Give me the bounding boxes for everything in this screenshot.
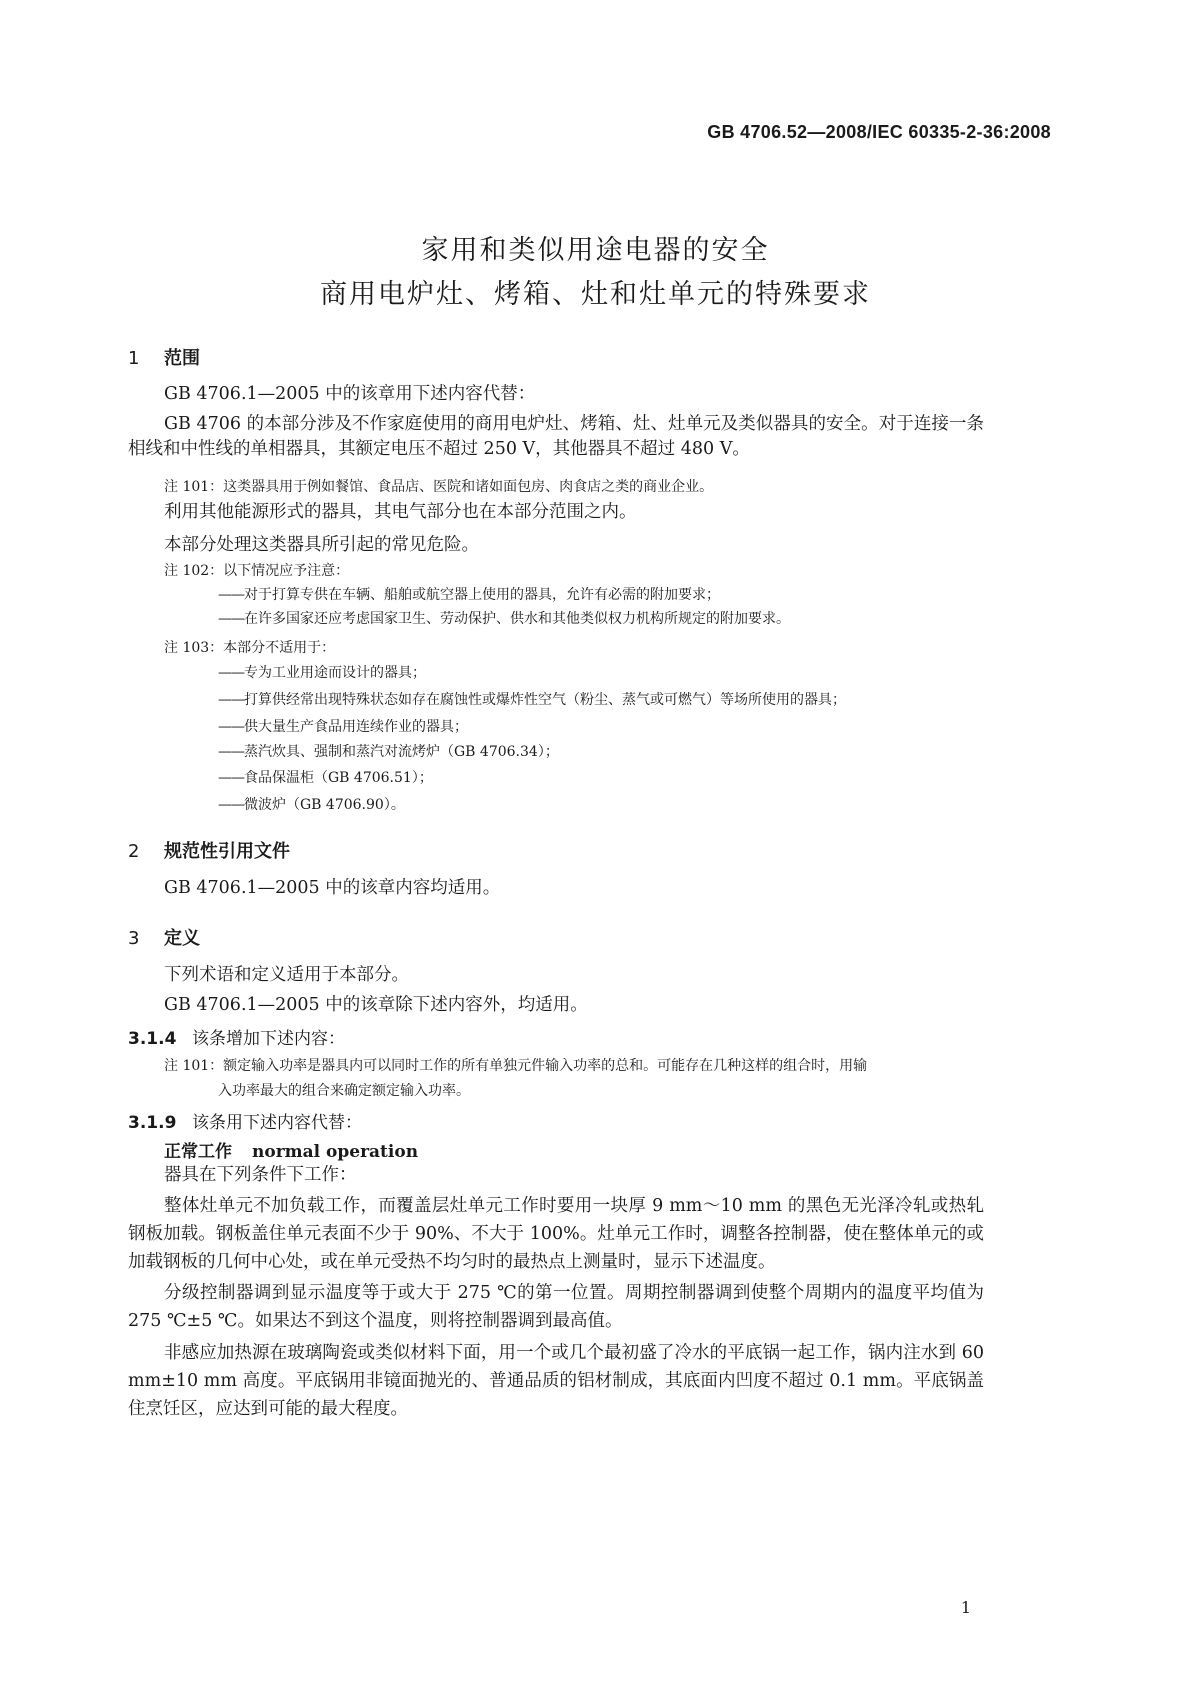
note-list-item: —— 食品保温柜（GB 4706.51）；	[218, 767, 433, 787]
clause-3-1-4	[128, 1024, 345, 1049]
paragraph: GB 4706.1—2005 中的该章除下述内容外，均适用。	[164, 995, 588, 1015]
clause-number: 3.1.4	[128, 1029, 177, 1049]
paragraph: 非感应加热源在玻璃陶瓷或类似材料下面，用一个或几个最初盛了冷水的平底锅一起工作，锅内注水到 60 mm±10 mm 高度。平底锅用非镜面抛光的、普通品质的铝材制成，其底面内凹度不超过 0.1 mm。平底锅盖住烹饪区，应达到可能的最大程度。	[128, 1343, 984, 1419]
section-title: 范围	[164, 348, 200, 369]
section-number: 2	[128, 841, 140, 862]
section-number: 1	[128, 348, 140, 369]
paragraph: 整体灶单元不加负载工作，而覆盖层灶单元工作时要用一块厚 9 mm～10 mm 的黑色无光泽冷轧或热轧钢板加载。钢板盖住单元表面不少于 90%、不大于 100%。灶单元工作时，调整各控制器，使在整体单元的或加载钢板的几何中心处，或在单元受热不均匀时的最热点上测量时，显示下述温度。	[128, 1196, 984, 1272]
clause-number: 3.1.9	[128, 1113, 177, 1133]
note-list-item: —— 微波炉（GB 4706.90）。	[218, 794, 405, 814]
note-list-item: —— 在许多国家还应考虑国家卫生、劳动保护、供水和其他类似权力机构所规定的附加要求。	[218, 608, 790, 628]
note-list-item: —— 打算供经常出现特殊状态如存在腐蚀性或爆炸性空气（粉尘、蒸气或可燃气）等场所使用的器具；	[218, 689, 846, 709]
note-list-item: —— 专为工业用途而设计的器具；	[218, 662, 426, 682]
paragraph: 器具在下列条件下工作：	[164, 1165, 357, 1185]
term-definition	[164, 1137, 418, 1162]
term-english: normal operation	[252, 1142, 419, 1162]
section-1-heading	[128, 344, 200, 370]
note: 注 101：这类器具用于例如餐馆、食品店、医院和诸如面包房、肉食店之类的商业企业。	[164, 479, 714, 495]
note-list-item: —— 供大量生产食品用连续作业的器具；	[218, 716, 468, 736]
paragraph: 利用其他能源形式的器具，其电气部分也在本部分范围之内。	[164, 502, 637, 522]
note-list-item: —— 对于打算专供在车辆、船舶或航空器上使用的器具，允许有必需的附加要求；	[218, 584, 720, 604]
clause-text: 该条用下述内容代替：	[192, 1113, 362, 1133]
paragraph: GB 4706 的本部分涉及不作家庭使用的商用电炉灶、烤箱、灶、灶单元及类似器具的安全。对于连接一条相线和中性线的单相器具，其额定电压不超过 250 V，其他器具不超过 480 V。	[128, 414, 984, 459]
standard-code: GB 4706.52—2008/IEC 60335-2-36:2008	[707, 122, 1051, 142]
note: 注 101：额定输入功率是器具内可以同时工作的所有单独元件输入功率的总和。可能存在几种这样的组合时，用输	[164, 1058, 868, 1074]
paragraph: GB 4706.1—2005 中的该章用下述内容代替：	[164, 384, 536, 404]
note-list-item: —— 蒸汽炊具、强制和蒸汽对流烤炉（GB 4706.34）；	[218, 741, 559, 761]
term-chinese: 正常工作	[164, 1142, 232, 1162]
note-continuation: 入功率最大的组合来确定额定输入功率。	[218, 1083, 470, 1099]
section-3-heading	[128, 924, 200, 950]
paragraph: 分级控制器调到显示温度等于或大于 275 ℃的第一位置。周期控制器调到使整个周期内的温度平均值为 275 ℃±5 ℃。如果达不到这个温度，则将控制器调到最高值。	[128, 1283, 984, 1331]
note: 注 103：本部分不适用于：	[164, 640, 336, 656]
paragraph: 下列术语和定义适用于本部分。	[164, 965, 409, 985]
clause-text: 该条增加下述内容：	[192, 1029, 345, 1049]
note: 注 102：以下情况应予注意：	[164, 563, 350, 579]
section-2-heading	[128, 837, 290, 863]
document-title-line1: 家用和类似用途电器的安全	[421, 235, 770, 266]
page-number: 1	[960, 1598, 971, 1617]
document-title-line2: 商用电炉灶、烤箱、灶和灶单元的特殊要求	[320, 279, 871, 310]
section-number: 3	[128, 928, 140, 949]
clause-3-1-9	[128, 1108, 362, 1133]
section-title: 规范性引用文件	[164, 841, 290, 862]
paragraph: GB 4706.1—2005 中的该章内容均适用。	[164, 878, 501, 898]
paragraph: 本部分处理这类器具所引起的常见危险。	[164, 535, 479, 555]
section-title: 定义	[164, 928, 200, 949]
